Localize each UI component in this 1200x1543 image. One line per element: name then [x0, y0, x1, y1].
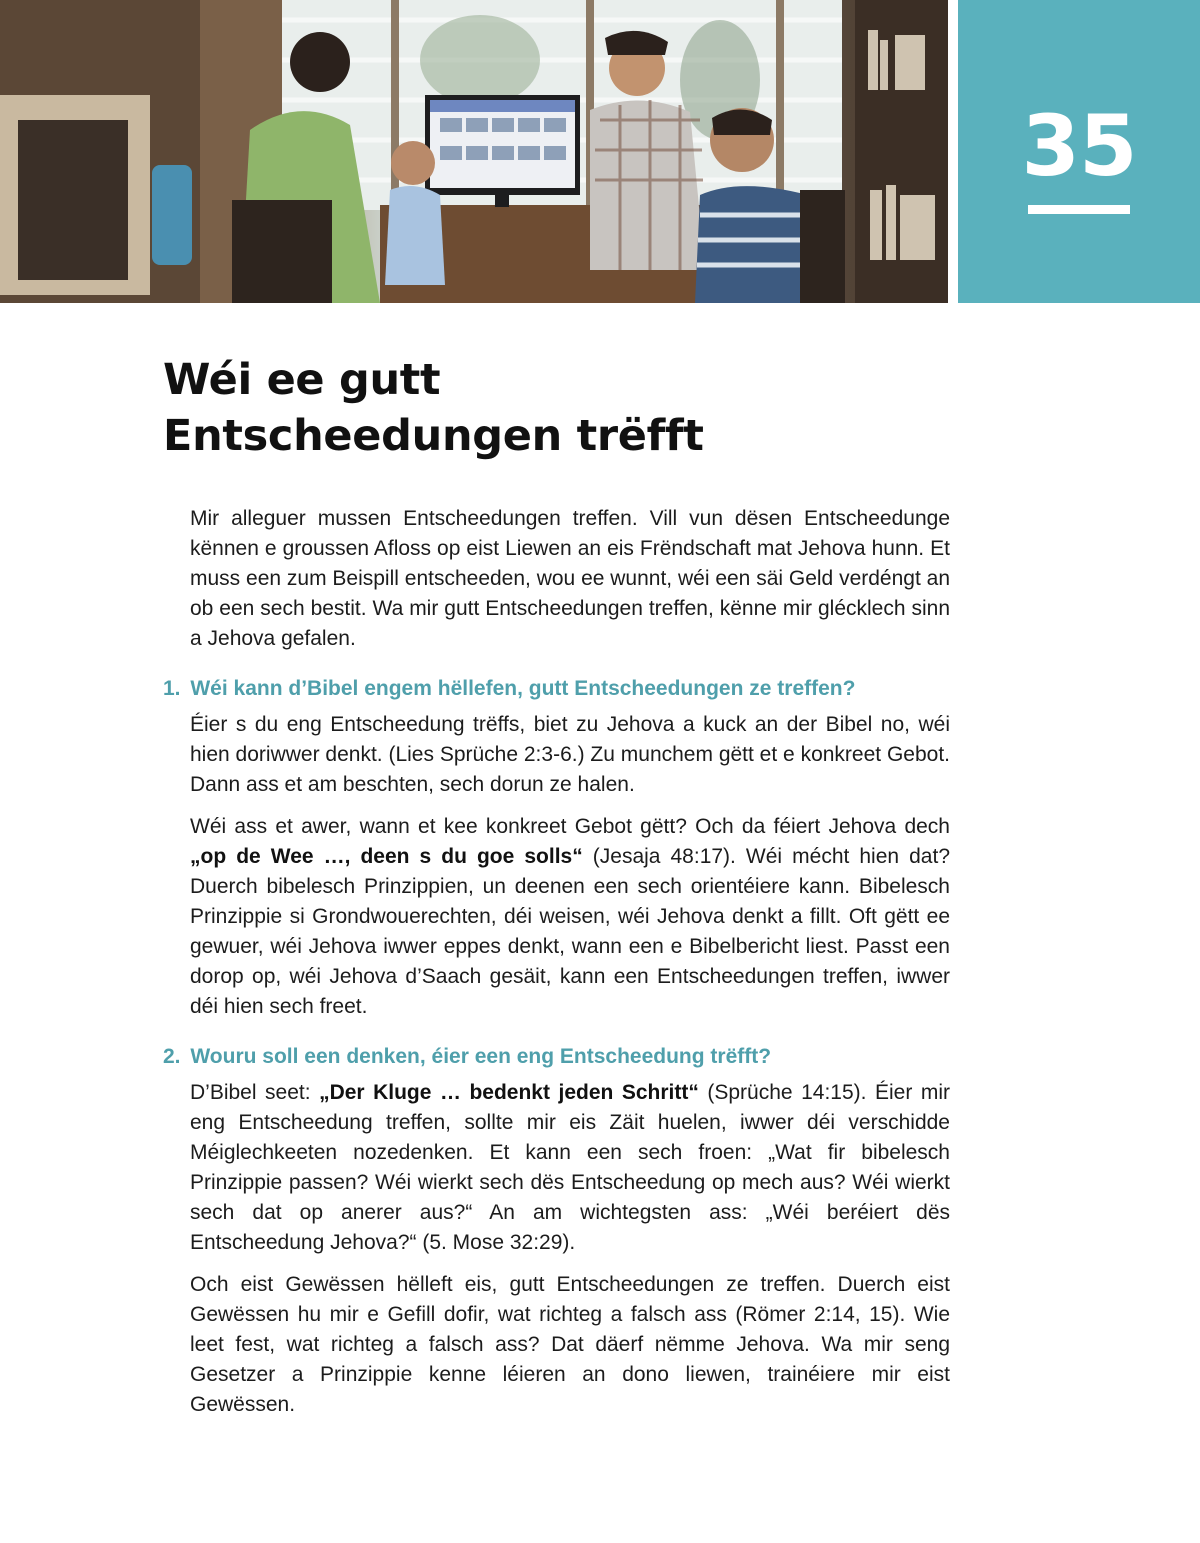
section-2-question-text: Wouru soll een denken, éier een eng Entscheedung trëfft? [190, 1045, 772, 1068]
family-computer-illustration [0, 0, 948, 303]
section-1-p2-text-b: (Jesaja 48:17). Wéi mécht hien dat? Duerch bibelesch Prinzippien, un deenen een sech orientéiere kann. Bibelesch Prinzippie si Grondwouerechten, déi weisen, wéi Jehova denkt a fillt. Oft gëtt ee gewuer, wéi Jehova iwwer eppes denkt, wann een e Bibelbericht liest. Passt een dorop op, wéi Jehova d’Saach gesäit, kann een Entscheedungen treffen, iwwer déi hien sech freet. [190, 845, 950, 1018]
section-1-p2-text-a: Wéi ass et awer, wann et kee konkreet Gebot gëtt? Och da féiert Jehova dech [190, 815, 950, 838]
section-2-number: 2. [163, 1045, 181, 1068]
section-2-paragraph-1 [190, 1078, 950, 1258]
section-1-question [163, 674, 950, 704]
chapter-underline [1028, 205, 1130, 214]
intro-paragraph: Mir alleguer mussen Entscheedungen treffen. Vill vun dësen Entscheedunge kënnen e groussen Afloss op eist Liewen an eis Frëndschaft mat Jehova hunn. Et muss een zum Beispill entscheeden, wou ee wunnt, wéi een säi Geld verdéngt an ob een sech bestit. Wa mir gutt Entscheedungen treffen, kënne mir glécklech sinn a Jehova gefalen. [190, 507, 950, 650]
section-2-question [163, 1042, 950, 1072]
lesson-title [163, 352, 963, 464]
section-2-p1-quote: „Der Kluge … bedenkt jeden Schritt“ [319, 1081, 699, 1104]
lesson-body [163, 504, 950, 1432]
lesson-title-line-2: Entscheedungen trëfft [163, 411, 704, 461]
chapter-number: 35 [1021, 97, 1137, 195]
section-1-question-text: Wéi kann d’Bibel engem hëllefen, gutt Entscheedungen ze treffen? [190, 677, 856, 700]
chapter-tab [958, 0, 1200, 303]
section-2-p1-text-a: D’Bibel seet: [190, 1081, 320, 1104]
header-photo [0, 0, 948, 303]
section-2-paragraph-2: Och eist Gewëssen hëlleft eis, gutt Entscheedungen ze treffen. Duerch eist Gewëssen hu mir e Gefill dofir, wat richteg a falsch ass (Römer 2:14, 15). Wie leet fest, wat richteg a falsch ass? Dat däerf nëmme Jehova. Wa mir seng Gesetzer a Prinzippie kenne léieren an dono liewen, trainéiere mir eist Gewëssen. [190, 1273, 950, 1416]
section-1-number: 1. [163, 677, 181, 700]
lesson-title-line-1: Wéi ee gutt [163, 355, 441, 405]
section-1-paragraph-2 [190, 812, 950, 1022]
section-1-paragraph-1: Éier s du eng Entscheedung trëffs, biet zu Jehova a kuck an der Bibel no, wéi hien doriwwer denkt. (Lies Sprüche 2:3-6.) Zu munchem gëtt et e konkreet Gebot. Dann ass et am beschten, sech dorun ze halen. [190, 713, 950, 796]
section-1-p2-quote: „op de Wee …, deen s du goe solls“ [190, 845, 583, 868]
section-2-p1-text-b: (Sprüche 14:15). Éier mir eng Entscheedung treffen, sollte mir eis Zäit huelen, iwwer déi verschidde Méiglechkeeten nozedenken. Et kann een sech froen: „Wat fir bibelesch Prinzippie passen? Wéi wierkt sech dës Entscheedung op mech aus? Wéi wierkt sech dat op anerer aus?“ An am wichtegsten ass: „Wéi beréiert dës Entscheedung Jehova?“ (5. Mose 32:29). [190, 1081, 950, 1254]
